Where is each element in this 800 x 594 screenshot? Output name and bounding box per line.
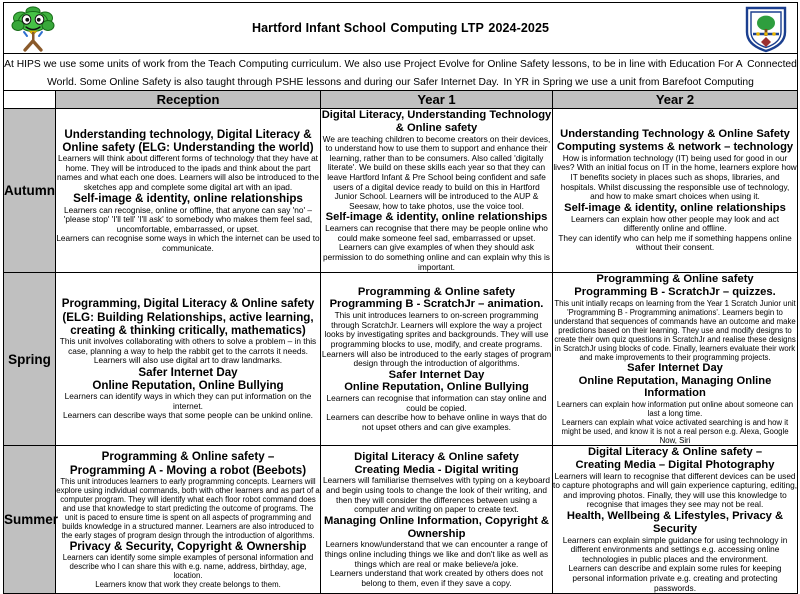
autumn-reception-heading-2: Self-image & identity, online relationships [73,192,303,206]
summer-year2-text-3: Learners can describe and explain some rules for keeping personal information private e.g. creating and protecting passwords. [568,563,782,593]
school-name: Hartford Infant School [251,21,387,35]
cell-summer-year1 [321,446,553,594]
academic-year: 2024-2025 [488,21,550,35]
cell-autumn-year2 [553,109,798,273]
spring-year1-heading-2: Safer Internet Day [388,368,485,381]
autumn-year1-heading-2: Self-image & identity, online relationships [325,211,548,224]
term-row-summer [4,446,798,594]
cell-summer-year2 [553,446,798,594]
hartford-tree-mascot-logo [10,5,56,52]
title-row [4,3,798,54]
intro-line-3: In YR in Spring we use a unit from Barefoot Computing [503,77,754,88]
spring-reception-text-3: Learners can identify ways in which they can put information on the internet. [64,391,312,411]
curriculum-long-term-plan-table [3,2,798,594]
summer-reception-heading-1b: Programming A - Moving a robot (Beebots) [69,463,307,477]
spring-year2-heading-1b: Programming B - ScratchJr – quizzes. [574,285,776,298]
spring-reception-heading-2: Safer Internet Day [138,365,238,379]
autumn-reception-text-1: Learners will think about different forms of technology that they have at home. They will be introduced to the ipads and think about the part names and what each one does. Learners will also be introduced to the sketches app and complete some digital art with an ipad. [57,152,319,192]
spring-year2-text-3: Learners can explain what voice activated searching is and how it might be used, and know it is not a real person e.g. Alexa, Google Now, Siri [561,418,789,446]
spring-reception-text-4: Learners can describe ways that some people can be unkind online. [63,410,313,421]
spring-year2-text-2: Learners can explain how information put online about someone can last a long time. [556,400,794,419]
autumn-reception-text-2: Learners can recognise, online or offline, that anyone can say 'no' – 'please stop' 'I'll tell' 'I'll ask' to somebody who makes them feel sad, uncomfortable, embarrassed, or upset. [63,204,313,234]
autumn-reception-heading-1: Understanding technology, Digital Literacy & Online safety (ELG: Understanding the world) [62,127,314,154]
summer-reception-text-3: Learners know that work they create belongs to them. [95,579,281,589]
education-for-a-connected-world-crest [743,4,789,53]
summer-year1-heading-2: Managing Online Information, Copyright & Ownership [324,514,549,540]
summer-year1-heading-1: Digital Literacy & Online safety [354,450,519,463]
summer-year2-heading-1: Digital Literacy & Online safety – [587,446,763,459]
table-corner-cell [4,91,56,109]
cell-spring-reception [56,273,321,446]
spring-reception-heading-3: Online Reputation, Online Bullying [92,378,284,392]
cell-spring-year2 [553,273,798,446]
summer-year2-heading-2: Health, Wellbeing & Lifestyles, Privacy & Security [566,510,784,535]
summer-year2-text-2: Learners can explain simple guidance for using technology in different environments and settings e.g. accessing online technologies in public places and the environment. [562,534,788,564]
intro-line-1: At HIPS we use some units of work from the Teach Computing curriculum. We also use Project Evolve for Online Safety lessons, to be in line with Education For A [4,59,743,70]
autumn-year1-text-3: Learners can give examples of when they should ask permission to do something online and can explain why this is important. [323,242,550,272]
term-row-autumn [4,109,798,273]
spring-year1-text-2: Learners can recognise that information can stay online and could be copied. [326,393,547,413]
summer-year1-text-2: Learners know/understand that we can encounter a range of things online including things we like and don't like as well as things which are real or make believe/a joke. [324,539,549,569]
intro-row [4,54,798,91]
summer-reception-heading-1: Programming & Online safety – [101,450,275,464]
summer-reception-text-1: This unit introduces learners to early programming concepts. Learners will explore using individual commands, both with other learners and as part of a computer program. They will identify what each floor robot command does and use that knowledge to start predicting the outcome of programs. The unit is paced to ensure time is spent on all aspects of programming and builds knowledge in a structured manner. Learners are also introduced to the early stages of program design through the introduction of algorithms. [56,476,320,540]
autumn-year1-text-1: We are teaching children to become creators on their devices, to understand how to use them to support and enhance their learning, rather than to be consumers. Also called 'digitally literate'. We build on these skills each year so that they can leave Hartford Infant & Pre School being confident and safe users of a digital device ready to build on this in Hartford Junior School. Learners will be introduced to the AUP & Seesaw, how to take photos, use the voice tool. [322,133,551,211]
cell-autumn-reception [56,109,321,273]
autumn-year2-text-1: How is information technology (IT) being used for good in our lives? With an initial focus on IT in the home, learners explore how IT benefits society in places such as shops, libraries, and hospitals. Whilst discussing the responsible use of technology, and how to make smart choices when using it. [553,152,797,202]
autumn-year2-heading-2: Self-image & identity, online relationships [564,201,786,214]
spring-year1-text-3: Learners can describe how to behave online in ways that do not upset others and can give examples. [326,412,547,433]
spring-reception-text-2: Learners will also use digital art to draw landmarks. [93,355,283,366]
spring-year2-heading-3: Online Reputation, Managing Online Information [578,374,772,400]
autumn-year1-text-2: Learners can recognise that there may be people online who could make someone feel sad, embarrassed or upset. [325,223,548,243]
summer-year2-heading-1b: Creating Media – Digital Photography [575,458,775,471]
spring-year1-heading-1b: Programming B - ScratchJr – animation. [329,298,544,311]
summer-reception-text-2: Learners can identify some simple examples of personal information and describe who I can share this with e.g. name, address, birthday, age, location. [62,552,314,580]
summer-reception-heading-2: Privacy & Security, Copyright & Ownership [69,539,307,553]
summer-year1-text-1: Learners will familiarise themselves with typing on a keyboard and begin using tools to change the look of their writing, and then they will consider the differences between using a computer and writing on paper to create text. [323,475,550,515]
column-header-row [4,91,798,109]
summer-year1-heading-1b: Creating Media - Digital writing [354,463,519,476]
document-title-cell [4,3,798,54]
summer-year2-text-1: Learners will learn to recognise that different devices can be used to capture photographs and will gain experience capturing, editing, and improving photos. Finally, they will use this knowledge to recognise that images they see may not be real. [553,470,798,510]
term-label-spring: Spring [4,273,56,446]
spring-year2-text-1: This unit intially recaps on learning from the Year 1 Scratch Junior unit 'Programming B - Programming animations'. Learners begin to understand that sequences of commands have an outcome and make predictions based on their learning. They use and modify designs to create their own quiz questions in ScratchJr and realise these designs in ScratchJr using blocks of code. Finally, learners evaluate their work and make improvements to their programming projects. [554,298,796,362]
term-label-summer: Summer [4,446,56,594]
document-title: Computing LTP [390,21,484,35]
cell-spring-year1 [321,273,553,446]
intro-statement-cell [4,54,798,91]
autumn-reception-text-3: Learners can recognise some ways in which the internet can be used to communicate. [56,233,320,253]
spring-reception-heading-1: Programming, Digital Literacy & Online safety (ELG: Building Relationships, active learning, creating & thinking critically, mathematics) [61,297,315,337]
column-header-year1: Year 1 [321,91,553,109]
intro-line-2: Connected World. Some Online Safety is also taught through PSHE lessons and during our Safer Internet Day. [47,59,797,88]
spring-year2-heading-1: Programming & Online safety [596,273,754,286]
cell-summer-reception [56,446,321,594]
summer-year1-text-3: Learners understand that work created by others does not belong to them, even if they save a copy. [329,568,544,588]
spring-year1-text-1: This unit introduces learners to on-screen programming through ScratchJr. Learners will explore the way a project looks by investigating sprites and backgrounds. They will use programming blocks to use, modify, and create programs. Learners will also be introduced to the early stages of program design through the introduction of algorithms. [321,310,552,369]
autumn-year2-text-2: Learners can explain how other people may look and act differently online and offline. [571,213,780,234]
column-header-year2: Year 2 [553,91,798,109]
autumn-year2-heading-1: Understanding Technology & Online Safety Computing systems & network – technology [556,128,794,153]
column-header-reception: Reception [56,91,321,109]
cell-autumn-year1 [321,109,553,273]
spring-reception-text-1: This unit involves collaborating with others to solve a problem – in this case, planning a way to help the rabbit get to the carrots it needs. [59,335,317,356]
autumn-year1-heading-1: Digital Literacy, Understanding Technology & Online safety [321,109,552,134]
spring-year2-heading-2: Safer Internet Day [627,361,723,374]
spring-year1-heading-1: Programming & Online safety [357,285,516,298]
spring-year1-heading-3: Online Reputation, Online Bullying [344,381,529,394]
term-label-autumn: Autumn [4,109,56,273]
autumn-year2-text-3: They can identify who can help me if something happens online without their consent. [558,232,792,253]
term-row-spring [4,273,798,446]
